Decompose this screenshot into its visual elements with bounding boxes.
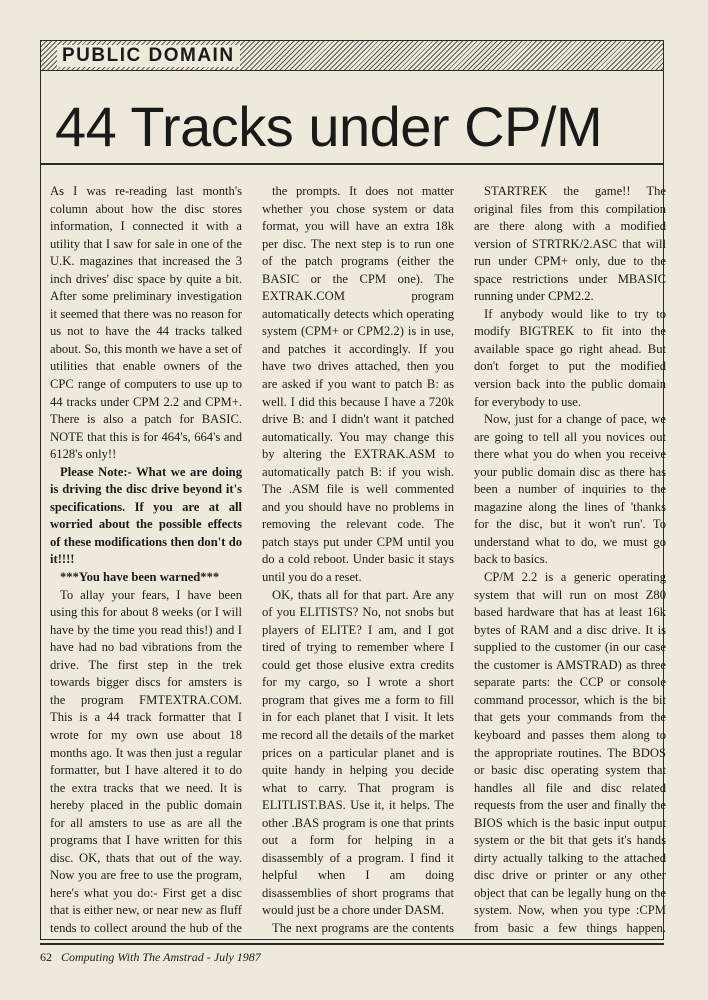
article-paragraph: OK, thats all for that part. Are any of you ELITISTS? No, not snobs but players of ELITE? I am, and I got tired of trying to remember where I could get those elusive extra credits for my cargo, so I wrote a short program that gives me a form to fill in for each planet that I visit. It lets me record all the details of the market prices on a particular planet and is quite handy in helping you decide what to carry. That program is ELITLIST.BAS. Use it, it helps. The other .BAS program is one that prints out a form for helping in a disassembly of a program. I find it helpful when I am doing disassemblies of short programs that would just be a chore under DASM. [262,587,454,918]
article-paragraph [50,464,242,569]
warning-text: ***You have been warned*** [60,570,220,585]
section-label: PUBLIC DOMAIN [57,45,240,67]
article-paragraph: Now, just for a change of pace, we are going to tell all you novices out there what you do when you receive your public domain disc as there has been a number of inquiries to the magazine along the lines of 'thanks for the disc, but it won't run'. To understand what to do, we must go back to basics. [474,412,666,567]
headline-rule [40,163,664,165]
article-paragraph: CP/M 2.2 is a generic operating system that will run on most Z80 based hardware that has at least 16k bytes of RAM and a disc drive. It is supplied to the customer (in our case the customer is AMSTRAD) as three separate parts: the CCP or console command processor, which is the bit that gets your commands from the keyboard and passes them along to the appropriate routines. The BDOS or basic disc operating system that handles all file and disc related requests from the user and finally the BIOS which is the basic input output system or the bit that gets it's hands dirty actually talking to the attached disc drive or printer or any other object that can be legally hung on the system. Now, when you type :CPM from basic a few things happen. [474,570,666,935]
article-column-3 [474,183,666,938]
article-paragraph: To allay your fears, I have been using this for about 8 weeks (or I will have by the time you read this!) and I have had no bad vibrations from the drive. The first step in the trek towards bigger discs for amsters is the program FMTEXTRA.COM. This is a 44 track formatter that I wrote for my own use about 18 months ago. It was then just a regular formatter, but I have altered it to do the extra tracks that we need. It is hereby placed in the public domain for all amsters to use as are all the programs that I have written for this disc. OK, thats that out of the way. Now you are free to use the program, here's what you do:- First get a disc that is either new, or near new as fluff tends to collect around the hub of the [50,587,242,935]
page-footer [40,950,261,965]
publication-line: Computing With The Amstrad - July 1987 [61,950,261,964]
article-column-2 [262,183,454,938]
article-headline: 44 Tracks under CP/M [55,95,603,158]
warning-text: Please Note:- What we are doing is driving the disc drive beyond it's specifications. If you are at all worried about the possible effects of these modifications then don't do it!!!! [50,464,242,567]
article-paragraph [50,569,242,587]
article-paragraph: The next programs are the contents [272,920,454,935]
footer-rule [40,943,664,945]
article-paragraph: If anybody would like to try to modify BIGTREK to fit into the available space go right ahead. But don't forget to put the modified version back into the public domain for everybody to use. [474,306,666,409]
section-banner [41,41,663,71]
article-column-1 [50,183,242,938]
article-paragraph: As I was re-reading last month's column about how the disc stores information, I connected it with a utility that I saw for sale in one of the U.K. magazines that increased the 3 inch drives' disc space by quite a bit. After some preliminary investigation it seemed that there was no reason for us not to have the 44 tracks talked about. So, this month we have a set of utilities that enable owners of the CPC range of computers to use up to 44 tracks under CPM 2.2 and CPM+. There is also a patch for BASIC. NOTE that this is for 464's, 664's and 6128's only!! [50,184,242,462]
article-paragraph: STARTREK the game!! The original files from this compilation are there along with a modified version of STRTRK/2.ASC that will run under CPM+ only, due to the space restrictions under MBASIC running under CPM2.2. [474,184,666,304]
article-paragraph: the prompts. It does not matter whether you chose system or data format, you will have an extra 18k per disc. The next step is to run one of the patch programs (either the BASIC or the CPM one). The EXTRAK.COM program automatically detects which operating system (CPM+ or CPM2.2) is in use, and patches it accordingly. If you have two drives attached, then you are asked if you want to patch B: as well. I did this because I have a 720k drive B: and I didn't want it patched automatically. You may change this by altering the EXTRAK.ASM to automatically patch B: if you wish. The .ASM file is well commented and you should have no problems in removing the relevant code. The patch stays put under CPM until you do a cold reboot. Under basic it stays until you do a reset. [262,184,454,585]
page-number: 62 [40,950,52,964]
